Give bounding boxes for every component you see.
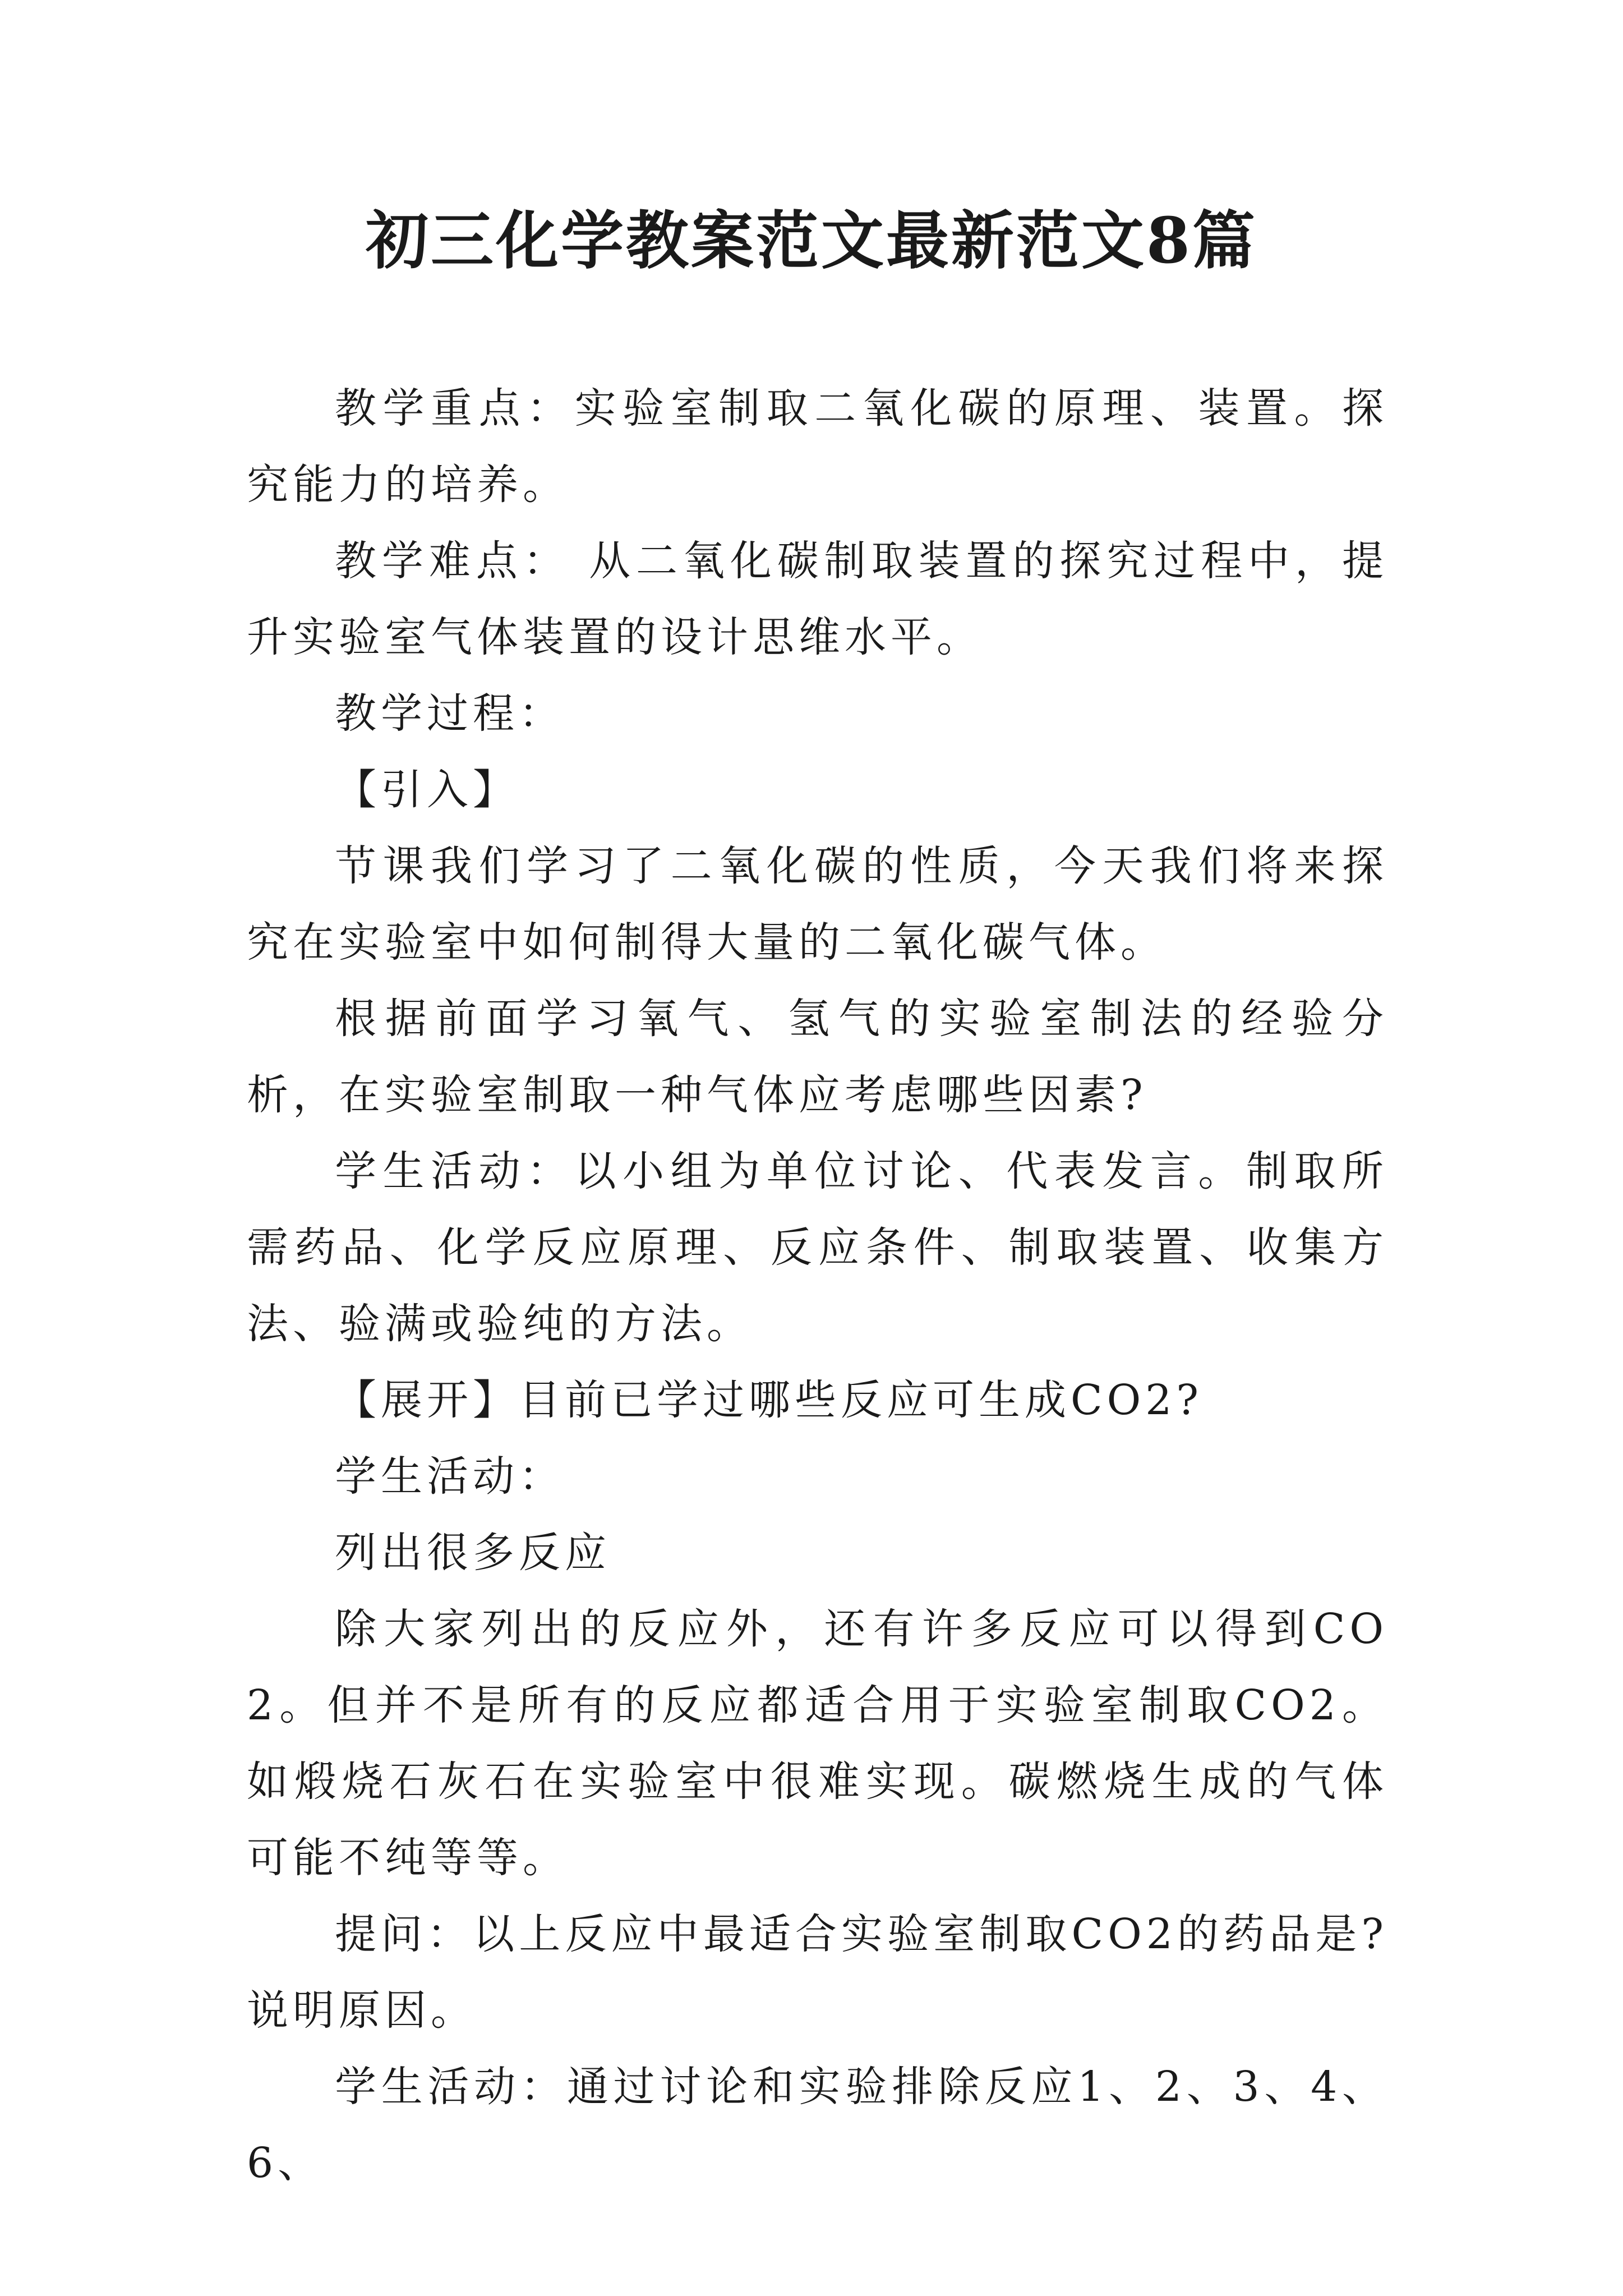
document-title: 初三化学教案范文最新范文8篇 [366,204,1257,278]
paragraph-student-activity-2: 学生活动： [335,1452,565,1501]
paragraph-question: 提问：以上反应中最适合实验室制取CO2的药品是?说明原因。 [247,1910,1388,2035]
paragraph-list-reactions: 列出很多反应 [335,1529,611,1577]
document-body [247,370,1388,2201]
paragraph-student-activity-3: 学生活动：通过讨论和实验排除反应1、2、3、4、6、 [247,2063,1388,2187]
paragraph-teaching-process: 教学过程： [335,689,565,738]
paragraph-introduction: 节课我们学习了二氧化碳的性质，今天我们将来探究在实验室中如何制得大量的二氧化碳气体。 [247,842,1388,967]
paragraph-expansion: 【展开】目前已学过哪些反应可生成CO2? [335,1376,1204,1424]
paragraph-other-reactions: 除大家列出的反应外，还有许多反应可以得到CO2。但并不是所有的反应都适合用于实验室制取CO2。如煅烧石灰石在实验室中很难实现。碳燃烧生成的气体可能不纯等等。 [247,1605,1388,1882]
paragraph-teaching-difficulty: 教学难点： 从二氧化碳制取装置的探究过程中，提升实验室气体装置的设计思维水平。 [247,537,1388,661]
paragraph-introduction-heading: 【引入】 [335,766,519,814]
paragraph-student-activity-1: 学生活动：以小组为单位讨论、代表发言。制取所需药品、化学反应原理、反应条件、制取装置、收集方法、验满或验纯的方法。 [247,1147,1388,1348]
paragraph-analysis-question: 根据前面学习氧气、氢气的实验室制法的经验分析，在实验室制取一种气体应考虑哪些因素? [247,995,1388,1119]
paragraph-teaching-focus: 教学重点：实验室制取二氧化碳的原理、装置。探究能力的培养。 [247,384,1388,509]
